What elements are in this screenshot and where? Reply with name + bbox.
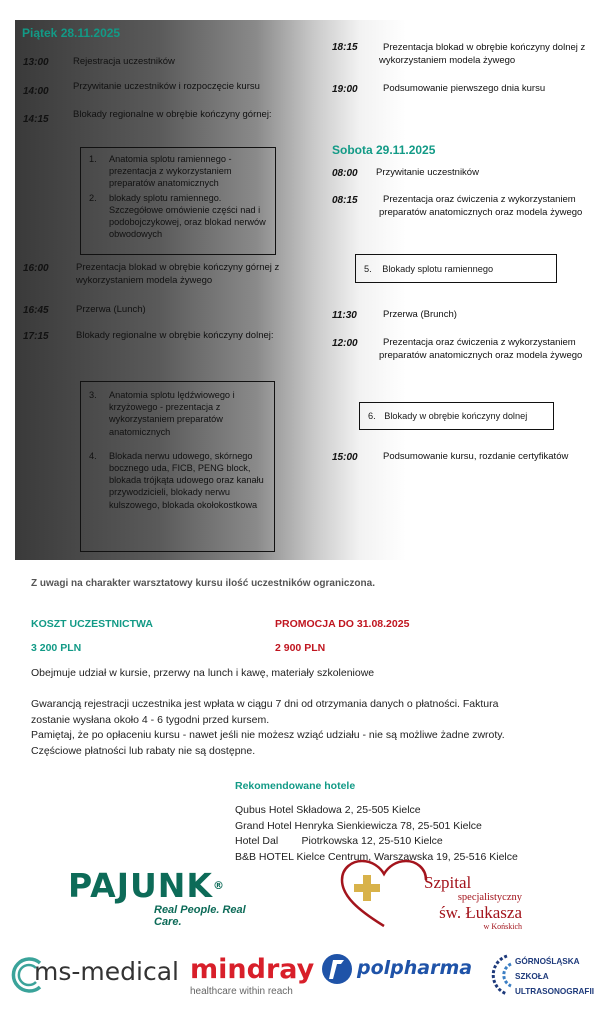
ms-medical-logo: ms-medical (10, 955, 180, 995)
hotels-list (235, 803, 518, 865)
hotel-item: Hotel Dal Piotrkowska 12, 25-510 Kielce (235, 835, 443, 847)
activity-certificates: Podsumowanie kursu, rozdanie certyfikatów (383, 451, 569, 462)
payment-line: zostanie wysłana około 4 - 6 tygodni przed kursem. (31, 713, 270, 726)
hotel-item: Grand Hotel Henryka Sienkiewicza 78, 25-501 Kielce (235, 819, 482, 832)
activity-registration: Rejestracja uczestników (73, 56, 175, 67)
topic-number: 5. (364, 264, 372, 274)
topic-number: 6. (368, 411, 376, 421)
hotel-item: B&B HOTEL Kielce Centrum, Warszawska 19, 25-516 Kielce (235, 850, 518, 863)
activity-lower-limb: Blokady regionalne w obrębie kończyny dolnej: (76, 330, 274, 341)
hotel-item: Qubus Hotel Składowa 2, 25-505 Kielce (235, 804, 421, 816)
pajunk-logo: PAJUNK® Real People. Real Care. (68, 866, 246, 928)
activity-lunch: Przerwa (Lunch) (76, 304, 146, 315)
heart-cross-icon (338, 858, 430, 930)
time-08-00: 08:00 (332, 168, 358, 179)
cost-label: KOSZT UCZESTNICTWA (31, 618, 153, 630)
lower-limb-topics-box (80, 381, 275, 552)
time-15-00: 15:00 (332, 452, 358, 463)
time-14-15: 14:15 (23, 114, 49, 125)
activity-day-summary: Podsumowanie pierwszego dnia kursu (383, 83, 546, 94)
time-12-00: 12:00 (332, 338, 358, 349)
upper-limb-topics-box (80, 147, 276, 255)
time-16-00: 16:00 (23, 263, 49, 274)
cost-value: 3 200 PLN (31, 642, 82, 654)
friday-title: Piątek 28.11.2025 (22, 26, 121, 40)
time-08-15: 08:15 (332, 195, 358, 206)
payment-line: Częściowe płatności lub rabaty nie są dostępne. (31, 744, 256, 757)
participants-note: Z uwagi na charakter warsztatowy kursu ilość uczestników ograniczona. (31, 578, 375, 589)
hotels-title: Rekomendowane hotele (235, 780, 356, 792)
time-19-00: 19:00 (332, 84, 358, 95)
szpital-logo: Szpital specjalistyczny św. Łukasza w Końskich (338, 858, 528, 930)
activity-sat-exercises-1: Prezentacja oraz ćwiczenia z wykorzystaniem preparatów anatomicznych oraz modela żywego (379, 194, 583, 218)
time-16-45: 16:45 (23, 305, 49, 316)
time-18-15: 18:15 (332, 42, 358, 53)
payment-line: Gwarancją rejestracji uczestnika jest wpłata w ciągu 7 dni od otrzymania danych o płatności. Faktura (31, 698, 499, 710)
promo-label: PROMOCJA DO 31.08.2025 (275, 618, 410, 630)
topic-item: 1. Anatomia splotu ramiennego - prezentacja z wykorzystaniem preparatów anatomicznych (89, 154, 232, 189)
activity-welcome: Przywitanie uczestników i rozpoczęcie kursu (73, 81, 260, 92)
topic-text: Blokady w obrębie kończyny dolnej (384, 411, 528, 421)
saturday-title: Sobota 29.11.2025 (332, 143, 436, 157)
promo-value: 2 900 PLN (275, 642, 326, 654)
topic-text: Blokady splotu ramiennego (382, 264, 494, 274)
activity-sat-exercises-2: Prezentacja oraz ćwiczenia z wykorzystaniem preparatów anatomicznych oraz modela żywego (379, 337, 583, 361)
time-11-30: 11:30 (332, 310, 357, 321)
gsu-logo: GÓRNOŚLĄSKA SZKOŁA ULTRASONOGRAFII (487, 952, 597, 1002)
ultrasound-wave-icon (487, 952, 515, 998)
topic-item: 4. Blokada nerwu udowego, skórnego bocznego uda, FICB, PENG block, blokada trójkąta udowego oraz kanału przywodzicieli, blokady nerwu kulszowego, blokada okołokostkowa (89, 450, 264, 510)
mindray-logo: mindray healthcare within reach (190, 954, 315, 997)
polpharma-icon (320, 952, 354, 986)
time-14-00: 14:00 (23, 86, 49, 97)
topic-item: 2. blokady splotu ramiennego. Szczegółowe omówienie części nad i podobojczykowej, oraz blokad nerwów obwodowych (89, 192, 266, 240)
lower-limb-block-box (359, 402, 554, 430)
payment-terms (31, 697, 591, 759)
polpharma-logo: polpharma (320, 952, 480, 992)
activity-upper-limb: Blokady regionalne w obrębie kończyny górnej: (73, 109, 272, 120)
payment-line: Pamiętaj, że po opłaceniu kursu - nawet jeśli nie możesz wziąć udziału - nie są możliwe żadne zwroty. (31, 729, 505, 741)
includes-text: Obejmuje udział w kursie, przerwy na lunch i kawę, materiały szkoleniowe (31, 667, 375, 679)
activity-upper-presentation: Prezentacja blokad w obrębie kończyny górnej z wykorzystaniem modela żywego (76, 262, 280, 286)
brachial-plexus-box (355, 254, 557, 283)
time-17-15: 17:15 (23, 331, 49, 342)
activity-sat-welcome: Przywitanie uczestników (376, 167, 479, 178)
activity-lower-presentation: Prezentacja blokad w obrębie kończyny dolnej z wykorzystaniem modela żywego (379, 42, 586, 66)
activity-brunch: Przerwa (Brunch) (383, 309, 457, 320)
time-13-00: 13:00 (23, 57, 49, 68)
topic-item: 3. Anatomia splotu lędźwiowego i krzyżowego - prezentacja z wykorzystaniem preparatów anatomicznych (89, 390, 235, 437)
